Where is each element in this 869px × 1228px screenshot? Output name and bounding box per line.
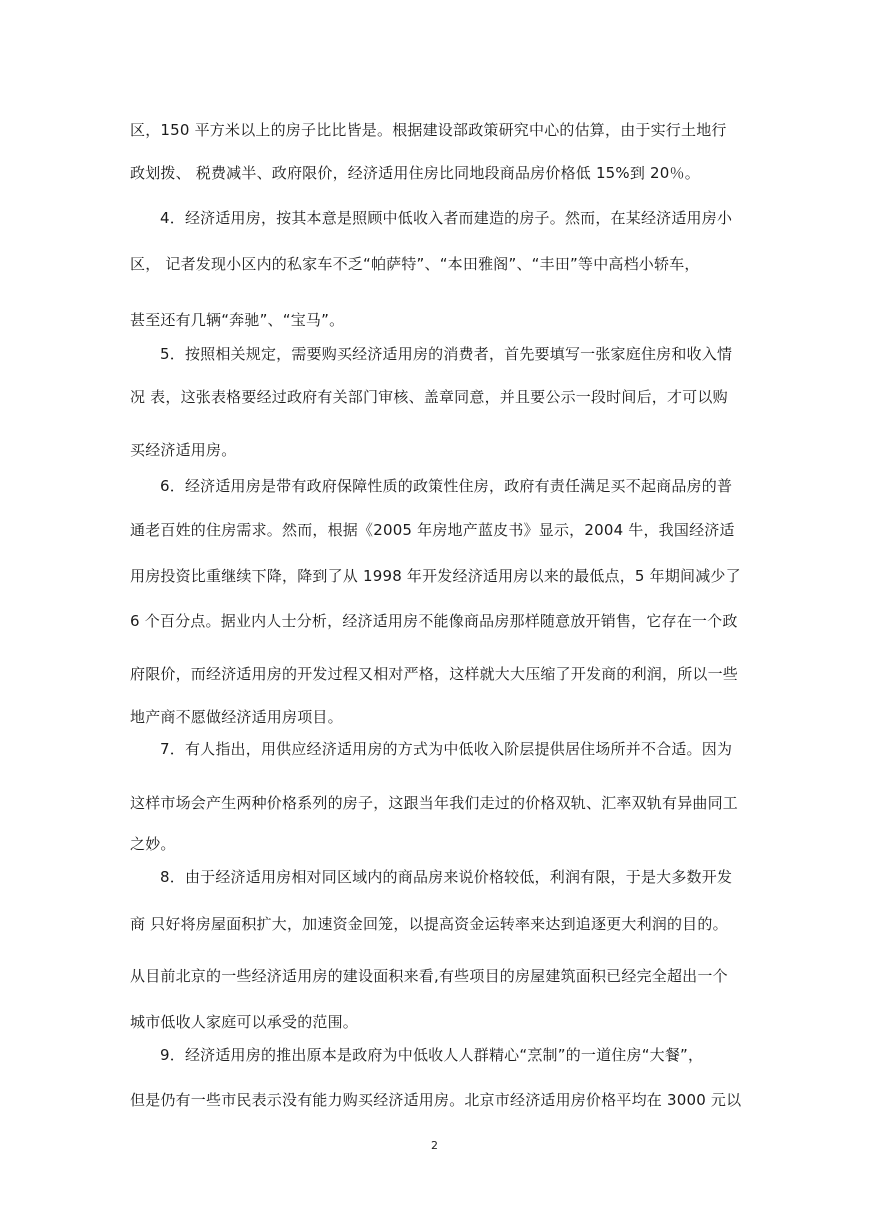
paragraph-5-start: 5．按照相关规定，需要购买经济适用房的消费者，首先要填写一张家庭住房和收入情 <box>160 345 733 363</box>
text-line: 6 个百分点。据业内人士分析，经济适用房不能像商品房那样随意放开销售，它存在一个政 <box>130 612 738 630</box>
text-line: 地产商不愿做经济适用房项目。 <box>130 708 343 726</box>
paragraph-9-start: 9．经济适用房的推出原本是政府为中低收人人群精心“烹制”的一道住房“大餐”， <box>160 1046 704 1064</box>
page-number: 2 <box>431 1139 438 1152</box>
text-line: 府限价，而经济适用房的开发过程又相对严格，这样就大大压缩了开发商的利润，所以一些 <box>130 665 739 683</box>
text-line: 商 只好将房屋面积扩大，加速资金回笼，以提高资金运转率来达到追逐更大利润的目的。 <box>130 915 728 933</box>
text-line: 政划拨、 税费减半、政府限价，经济适用住房比同地段商品房价格低 15%到 20％。 <box>130 164 700 182</box>
text-line: 区，150 平方米以上的房子比比皆是。根据建设部政策研究中心的估算，由于实行土地行 <box>130 121 727 139</box>
text-line: 从目前北京的一些经济适用房的建设面积来看,有些项目的房屋建筑面积已经完全超出一个 <box>130 967 728 985</box>
text-line: 买经济适用房。 <box>130 441 237 459</box>
text-line: 通老百姓的住房需求。然而，根据《2005 年房地产蓝皮书》显示，2004 牛，我国经济适 <box>130 521 735 539</box>
text-line: 甚至还有几辆“奔驰”、“宝马”。 <box>130 311 345 329</box>
text-line: 况 表，这张表格要经过政府有关部门审核、盖章同意，并且要公示一段时间后，才可以购 <box>130 388 728 406</box>
text-line: 这样市场会产生两种价格系列的房子，这跟当年我们走过的价格双轨、汇率双轨有异曲同工 <box>130 794 739 812</box>
paragraph-4-start: 4．经济适用房，按其本意是照顾中低收入者而建造的房子。然而，在某经济适用房小 <box>160 209 733 227</box>
paragraph-7-start: 7．有人指出，用供应经济适用房的方式为中低收入阶层提供居住场所并不合适。因为 <box>160 740 733 758</box>
text-line: 之妙。 <box>130 835 176 853</box>
paragraph-8-start: 8．由于经济适用房相对同区域内的商品房来说价格较低，利润有限，于是大多数开发 <box>160 868 733 886</box>
text-line: 但是仍有一些市民表示没有能力购买经济适用房。北京市经济适用房价格平均在 3000 元以 <box>130 1091 742 1109</box>
paragraph-6-start: 6．经济适用房是带有政府保障性质的政策性住房，政府有责任满足买不起商品房的普 <box>160 477 733 495</box>
text-line: 区， 记者发现小区内的私家车不乏“帕萨特”、“本田雅阁”、“丰田”等中高档小轿车， <box>130 255 700 273</box>
text-line: 用房投资比重继续下降，降到了从 1998 年开发经济适用房以来的最低点，5 年期间减少了 <box>130 567 741 585</box>
text-line: 城市低收人家庭可以承受的范围。 <box>130 1013 359 1031</box>
